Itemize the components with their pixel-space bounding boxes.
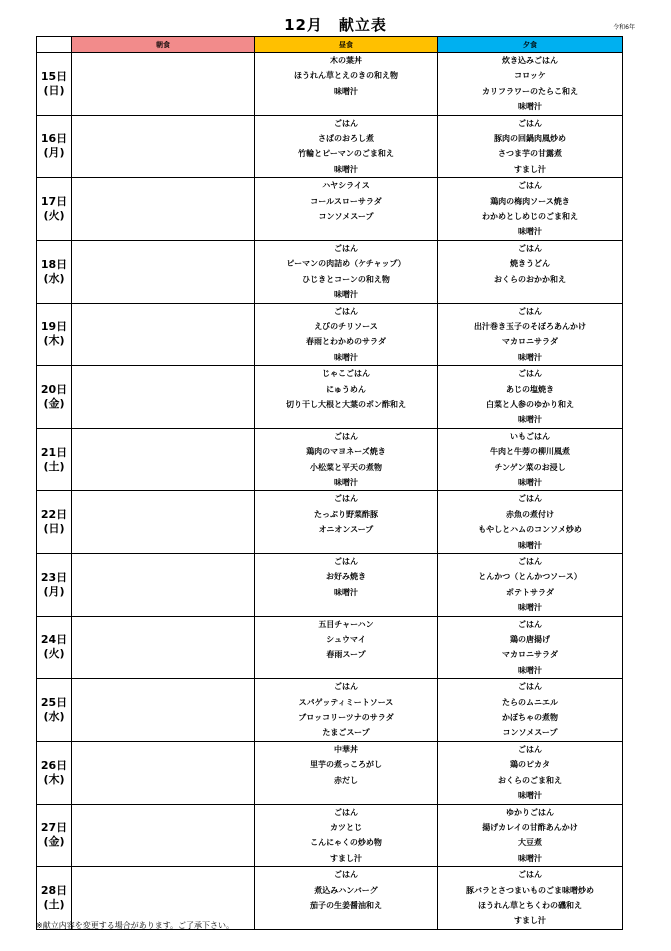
menu-row [37,240,623,303]
menu-item: 味噌汁 [518,791,542,801]
menu-item: 里芋の煮っころがし [310,760,382,770]
lunch-cell [255,616,438,679]
weekday-label: (火) [43,209,65,223]
menu-item: 味噌汁 [334,86,358,96]
menu-item: ほうれん草とちくわの磯和え [478,900,582,910]
date-label: 15日 [40,69,68,83]
menu-item: ごはん [518,557,542,566]
menu-item: 白菜と人参のゆかり和え [486,399,574,409]
menu-item: えびのチリソース [314,321,378,331]
menu-item: ごはん [518,118,542,128]
dinner-cell [438,491,623,554]
menu-item: 煮込みハンバーグ [314,885,378,895]
menu-item: ごはん [518,369,542,379]
dinner-cell [438,366,623,429]
menu-item: ごはん [518,870,542,880]
lunch-cell [255,491,438,554]
menu-row [37,178,623,241]
menu-item: 味噌汁 [518,603,542,613]
menu-row [37,303,623,366]
date-label: 28日 [40,883,68,897]
menu-item: 味噌汁 [334,352,358,362]
weekday-label: (火) [43,647,65,661]
header-row [37,37,623,53]
date-cell [37,240,72,303]
menu-item: 春雨スープ [326,650,366,660]
menu-item: ごはん [518,619,542,629]
menu-item: ごはん [518,306,542,316]
menu-row [37,53,623,116]
menu-item: 味噌汁 [518,665,542,675]
weekday-label: (水) [43,271,65,285]
date-cell [37,53,72,116]
menu-item: いもごはん [510,431,550,441]
dinner-column-header: 夕食 [438,37,623,53]
menu-item: 春雨とわかめのサラダ [306,337,386,347]
weekday-label: (月) [43,146,65,160]
menu-item: もやしとハムのコンソメ炒め [478,525,582,535]
lunch-cell [255,53,438,116]
menu-item: スパゲッティミートソース [298,697,394,707]
date-cell [37,491,72,554]
menu-item: ごはん [518,744,542,754]
dinner-cell [438,679,623,742]
menu-item: 出汁巻き玉子のそぼろあんかけ [474,321,586,331]
weekday-label: (木) [43,334,65,348]
menu-item: ごはん [334,306,358,316]
menu-item: 鶏の唐揚げ [510,635,550,645]
date-label: 20日 [40,382,68,396]
breakfast-cell [72,178,255,241]
breakfast-cell [72,679,255,742]
menu-item: すまし汁 [330,853,362,863]
date-label: 26日 [40,758,68,772]
menu-item: お好み焼き [326,572,366,582]
menu-item: ごはん [334,243,358,253]
menu-item: 味噌汁 [334,587,358,597]
menu-item: わかめとしめじのごま和え [482,212,578,222]
menu-item: こんにゃくの炒め物 [310,838,382,848]
date-label: 27日 [40,821,68,835]
menu-item: マカロニサラダ [502,337,558,347]
breakfast-cell [72,366,255,429]
dinner-cell [438,115,623,178]
menu-item: おくらのごま和え [498,775,562,785]
breakfast-cell [72,115,255,178]
menu-item: 木の葉丼 [330,56,362,65]
menu-item: 揚げカレイの甘酢あんかけ [482,822,578,832]
menu-item: 大豆煮 [518,838,542,848]
menu-item: ごはん [334,807,358,817]
dinner-cell [438,53,623,116]
lunch-cell [255,867,438,930]
menu-item: ゆかりごはん [506,807,554,817]
dinner-cell [438,178,623,241]
breakfast-column-header: 朝食 [72,37,255,53]
menu-item: とんかつ（とんかつソース） [478,572,582,582]
menu-row [37,554,623,617]
menu-item: さばのおろし煮 [318,134,374,144]
menu-item: 味噌汁 [518,477,542,487]
lunch-cell [255,115,438,178]
menu-item: ごはん [334,682,358,692]
date-label: 18日 [40,257,68,271]
menu-item: 牛肉と牛蒡の柳川風煮 [490,447,570,457]
menu-item: ピーマンの肉詰め（ケチャップ） [286,259,406,269]
dinner-cell [438,741,623,804]
weekday-label: (金) [43,835,65,849]
menu-row [37,428,623,491]
menu-item: たまごスープ [322,728,370,738]
weekday-label: (金) [43,396,65,410]
menu-item: 小松菜と平天の煮物 [310,462,382,472]
menu-item: カツとじ [330,822,362,832]
menu-item: 味噌汁 [518,102,542,112]
date-label: 19日 [40,320,68,334]
weekday-label: (木) [43,772,65,786]
menu-item: ごはん [334,494,358,504]
menu-item: 竹輪とピーマンのごま和え [298,149,394,159]
menu-item: 赤だし [334,775,358,785]
lunch-cell [255,240,438,303]
menu-item: ごはん [518,181,542,191]
menu-item: 切り干し大根と大葉のポン酢和え [286,399,406,409]
date-cell [37,303,72,366]
date-label: 25日 [40,696,68,710]
date-cell [37,115,72,178]
menu-item: ごはん [518,682,542,692]
era-label: 令和6年 [613,24,635,31]
menu-item: オニオンスープ [318,525,374,535]
menu-item: ごはん [334,870,358,880]
menu-item: すまし汁 [514,164,546,174]
date-label: 16日 [40,132,68,146]
lunch-cell [255,428,438,491]
lunch-cell [255,178,438,241]
date-cell [37,679,72,742]
breakfast-cell [72,428,255,491]
menu-item: 茄子の生姜醤油和え [310,900,382,910]
date-cell [37,616,72,679]
date-label: 23日 [40,570,68,584]
date-cell [37,741,72,804]
menu-item: 赤魚の煮付け [506,509,554,519]
menu-item: コロッケ [514,71,546,81]
menu-item: 豚バラとさつまいものごま味噌炒め [466,885,594,895]
menu-item: チンゲン菜のお浸し [494,462,566,472]
menu-item: 炊き込みごはん [502,56,558,65]
menu-item: 鶏肉のマヨネーズ焼き [306,447,386,457]
dinner-cell [438,616,623,679]
menu-row [37,804,623,867]
date-cell [37,428,72,491]
menu-row [37,741,623,804]
menu-item: ごはん [518,243,542,253]
date-label: 24日 [40,633,68,647]
menu-item: カリフラワーのたらこ和え [482,86,578,96]
menu-item: 味噌汁 [518,415,542,425]
menu-item: さつま芋の甘露煮 [498,149,562,159]
menu-row [37,616,623,679]
date-label: 22日 [40,508,68,522]
lunch-cell [255,303,438,366]
dinner-cell [438,303,623,366]
menu-row [37,679,623,742]
menu-item: 味噌汁 [334,290,358,300]
menu-item: たらのムニエル [502,697,558,707]
menu-item: 焼きうどん [510,259,550,269]
menu-item: 味噌汁 [518,352,542,362]
weekday-label: (日) [43,83,65,97]
menu-item: ごはん [334,431,358,441]
breakfast-cell [72,741,255,804]
breakfast-cell [72,554,255,617]
menu-item: たっぷり野菜酢豚 [314,509,378,519]
breakfast-cell [72,240,255,303]
lunch-cell [255,679,438,742]
date-cell [37,178,72,241]
date-cell [37,554,72,617]
menu-item: ごはん [334,557,358,566]
dinner-cell [438,240,623,303]
breakfast-cell [72,804,255,867]
page-title: 12月 献立表 [284,16,387,34]
lunch-cell [255,804,438,867]
menu-table [36,36,623,930]
menu-item: 味噌汁 [518,227,542,237]
menu-item: すまし汁 [514,916,546,926]
menu-item: コンソメスープ [318,212,374,222]
menu-item: コールスローサラダ [310,196,382,206]
lunch-cell [255,741,438,804]
menu-item: じゃこごはん [322,369,370,379]
menu-item: ごはん [518,494,542,504]
weekday-label: (日) [43,522,65,536]
menu-item: ごはん [334,118,358,128]
menu-item: 五目チャーハン [318,619,374,629]
date-column-header [37,37,72,53]
menu-row [37,491,623,554]
date-cell [37,366,72,429]
menu-item: あじの塩焼き [506,384,554,394]
menu-item: ポテトサラダ [506,587,554,597]
menu-item: ほうれん草とえのきの和え物 [294,71,398,81]
menu-item: ブロッコリーツナのサラダ [298,713,394,723]
weekday-label: (水) [43,710,65,724]
breakfast-cell [72,491,255,554]
menu-item: 鶏のピカタ [510,760,550,770]
lunch-cell [255,554,438,617]
weekday-label: (土) [43,897,65,911]
date-label: 21日 [40,445,68,459]
menu-item: ひじきとコーンの和え物 [302,274,390,284]
date-cell [37,804,72,867]
menu-item: シュウマイ [326,635,366,645]
menu-item: マカロニサラダ [502,650,558,660]
date-label: 17日 [40,195,68,209]
breakfast-cell [72,303,255,366]
menu-item: おくらのおかか和え [494,274,566,284]
menu-item: ハヤシライス [322,181,370,191]
menu-item: 中華丼 [334,744,358,754]
weekday-label: (土) [43,459,65,473]
dinner-cell [438,804,623,867]
menu-item: コンソメスープ [502,728,558,738]
weekday-label: (月) [43,584,65,598]
menu-item: 鶏肉の梅肉ソース焼き [490,196,570,206]
menu-item: 味噌汁 [518,853,542,863]
breakfast-cell [72,53,255,116]
footer-note: ※献立内容を変更する場合があります。ご了承下さい。 [36,921,235,930]
menu-row [37,115,623,178]
lunch-cell [255,366,438,429]
dinner-cell [438,554,623,617]
menu-item: 豚肉の回鍋肉風炒め [494,134,566,144]
menu-row [37,366,623,429]
menu-body [37,53,623,930]
dinner-cell [438,867,623,930]
lunch-column-header: 昼食 [255,37,438,53]
menu-item: 味噌汁 [518,540,542,550]
breakfast-cell [72,616,255,679]
menu-item: 味噌汁 [334,164,358,174]
dinner-cell [438,428,623,491]
menu-item: にゅうめん [326,384,366,394]
menu-item: 味噌汁 [334,477,358,487]
menu-item: かぼちゃの煮物 [502,713,558,723]
